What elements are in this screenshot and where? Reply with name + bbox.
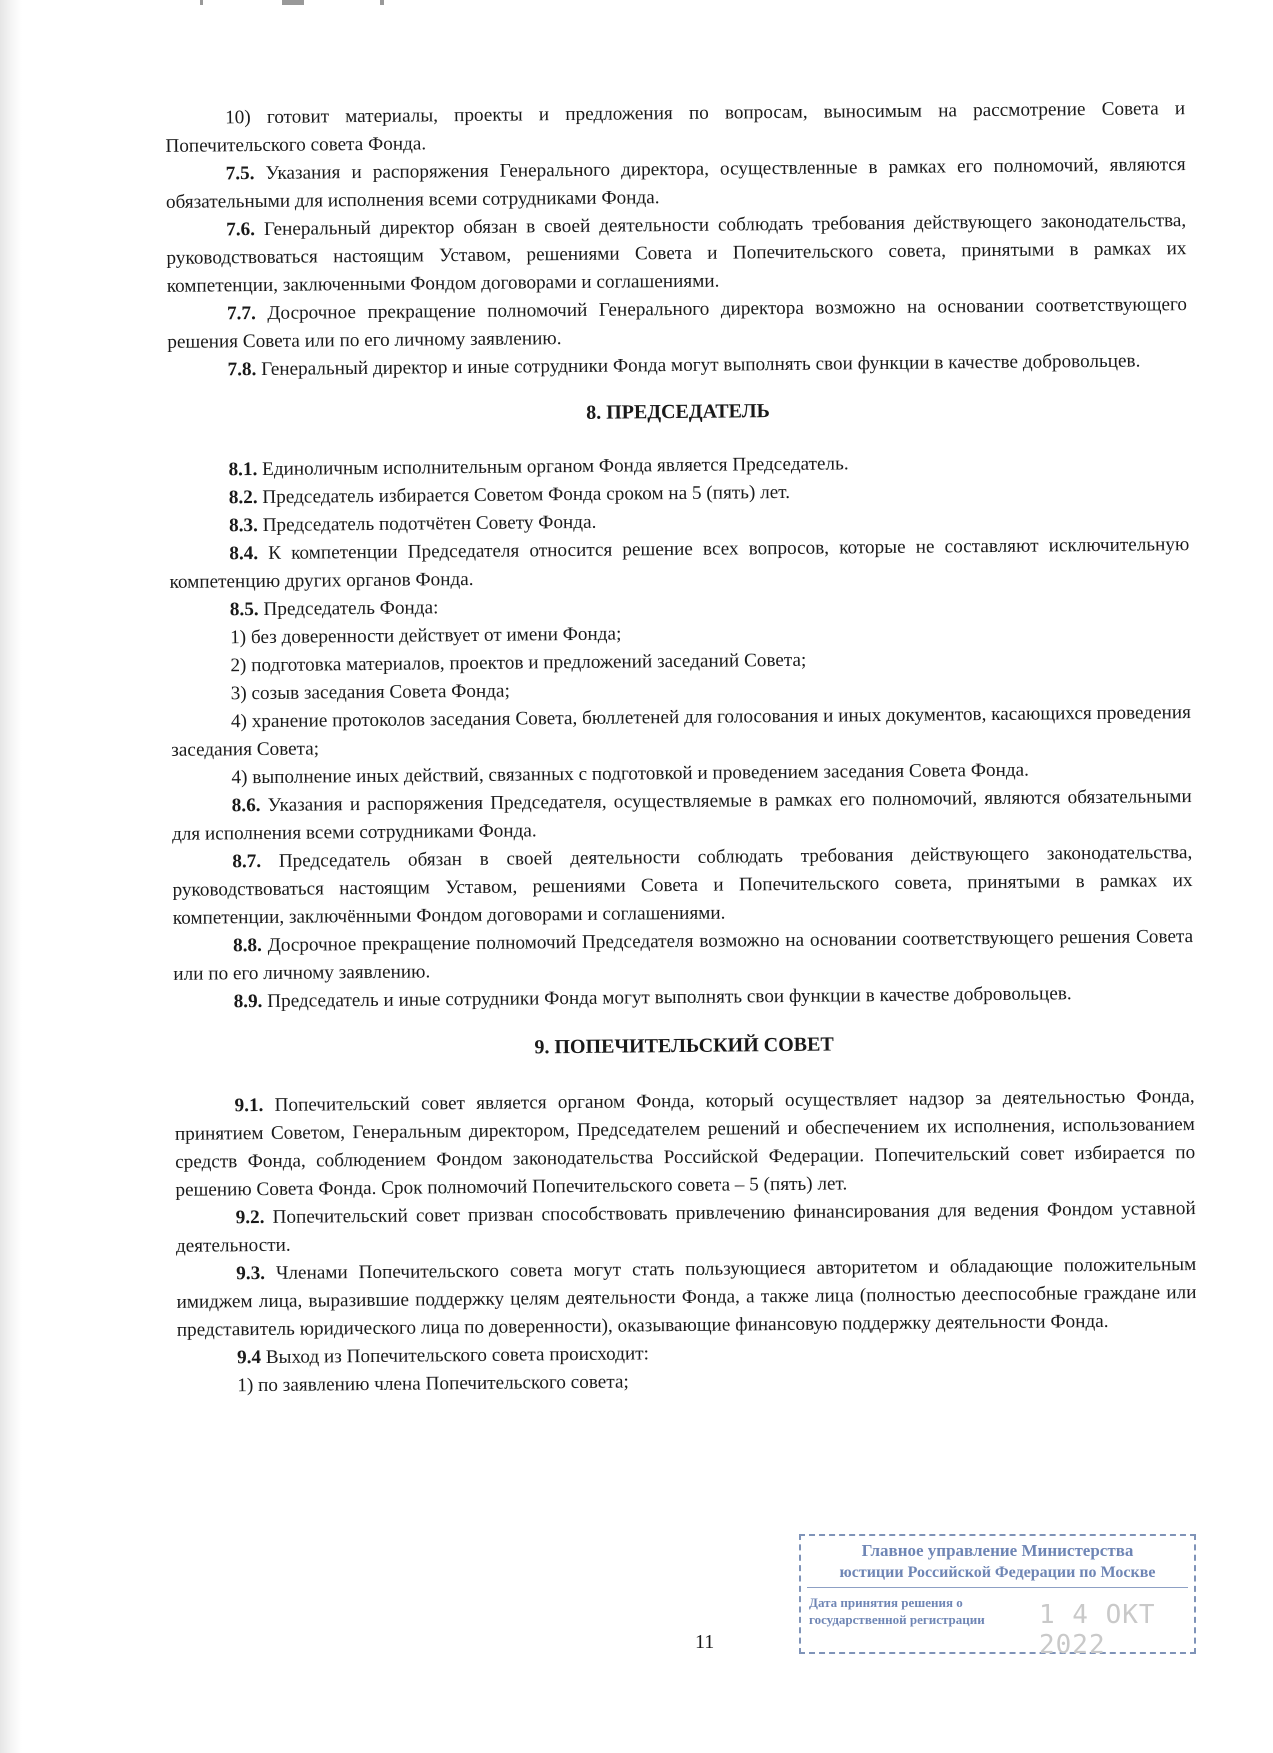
paragraph-text: готовит материалы, проекты и предложения по вопросам, выносимым на рассмотрение Совета и Попечительского совета Фонда. <box>165 98 1186 157</box>
paragraph-text: Указания и распоряжения Председателя, осуществляемые в рамках его полномочий, являются обязательными для исполнения всеми сотрудниками Фонда. <box>171 786 1192 845</box>
paragraph-8-7 <box>172 839 1193 933</box>
clause-number: 7.7. <box>226 303 256 325</box>
paragraph-text: Выход из Попечительского совета происходит: <box>260 1343 650 1369</box>
clause-number: 9.1. <box>234 1094 264 1117</box>
paragraph-text: Попечительский совет призван способствовать привлечению финансирования для ведения Фондом уставной деятельности. <box>175 1198 1196 1257</box>
paragraph-text: Указания и распоряжения Генерального директора, осуществленные в рамках его полномочий, являются обязательными для исполнения всеми сотрудниками Фонда. <box>165 154 1186 213</box>
stamp-authority-line2: юстиции Российской Федерации по Москве <box>839 1564 1156 1581</box>
paragraph-text: Досрочное прекращение полномочий Председателя возможно на основании соответствующего решения Совета или по его личному заявлению. <box>173 926 1194 985</box>
paragraph-7-7 <box>167 291 1187 357</box>
paragraph-text: Досрочное прекращение полномочий Генерального директора возможно на основании соответствующего решения Совета или по его личному заявлению. <box>167 294 1188 353</box>
clause-number: 9.3. <box>236 1262 266 1285</box>
paragraph-text: Членами Попечительского совета могут стать пользующиеся авторитетом и обладающие положительным имиджем лица, выразившие поддержку целям деятельности Фонда, а также лица (полностью дееспособные граждане или представитель юридического лица по доверенности), оказывающие финансовую поддержку деятельности Фонда. <box>176 1254 1197 1341</box>
paragraph-8-6 <box>172 783 1192 849</box>
paragraph-7-10 <box>165 95 1185 161</box>
paragraph-text: Председатель и иные сотрудники Фонда могут выполнять свои функции в качестве добровольцев. <box>262 983 1072 1013</box>
paragraph-text: К компетенции Председателя относится решение всех вопросов, которые не составляют исключительную компетенцию других органов Фонда. <box>169 534 1190 593</box>
stamp-date-label: Дата принятия решения о государственной регистрации <box>809 1595 985 1627</box>
list-item: 4) хранение протоколов заседания Совета, бюллетеней для голосования и иных документов, касающихся проведения заседания Совета; <box>171 702 1192 761</box>
clause-number: 9.2. <box>235 1206 265 1229</box>
scan-edge-shadow <box>0 0 22 1753</box>
paragraph-text: Единоличным исполнительным органом Фонда является Председатель. <box>257 453 849 481</box>
clause-number: 8.8. <box>232 935 262 957</box>
clause-number: 7.6. <box>226 219 256 241</box>
clause-number: 8.2. <box>228 487 258 509</box>
clause-number: 9.4 <box>236 1347 262 1369</box>
clause-number: 7.5. <box>225 163 255 185</box>
paragraph-9-3 <box>176 1251 1197 1345</box>
list-item: 1) без доверенности действует от имени Фонда; <box>230 623 622 649</box>
list-item: 1) по заявлению члена Попечительского совета; <box>237 1371 629 1397</box>
paragraph-text: Председатель Фонда: <box>258 597 439 621</box>
document-page <box>165 95 1200 1665</box>
clause-number: 8.1. <box>228 459 258 481</box>
stamp-date: 1 4 ОКТ 2022 <box>1039 1600 1156 1660</box>
paragraph-9-2 <box>176 1195 1196 1261</box>
paragraph-text: Председатель избирается Советом Фонда сроком на 5 (пять) лет. <box>257 481 791 509</box>
clause-number: 8.9. <box>233 991 263 1013</box>
paragraph-7-5 <box>166 151 1186 217</box>
paragraph-8-8 <box>173 923 1193 989</box>
paragraph-8-4 <box>169 531 1189 597</box>
page-number: 11 <box>695 1631 715 1653</box>
paragraph-text: Генеральный директор обязан в своей деятельности соблюдать требования действующего законодательства, руководствоваться настоящим Уставом, решениями Совета и Попечительского совета, принятыми в рамках их компетенции, заключенными Фондом договорами и соглашениями. <box>166 210 1187 297</box>
item-number: 10) <box>225 107 251 129</box>
clause-number: 7.8. <box>227 359 257 381</box>
clause-number: 8.3. <box>228 515 258 537</box>
list-item: 3) созыв заседания Совета Фонда; <box>230 680 510 705</box>
section-heading-board-of-trustees: 9. ПОПЕЧИТЕЛЬСКИЙ СОВЕТ <box>534 1033 834 1059</box>
clause-number: 8.4. <box>229 543 259 565</box>
section-heading-chairman: 8. ПРЕДСЕДАТЕЛЬ <box>586 400 770 424</box>
paragraph-9-1 <box>175 1083 1196 1205</box>
registration-stamp <box>799 1534 1196 1660</box>
paragraph-text: Председатель подотчётен Совету Фонда. <box>257 511 597 537</box>
paragraph-text: Председатель обязан в своей деятельности соблюдать требования действующего законодательства, руководствоваться настоящим Уставом, решениями Совета и Попечительского совета, принятыми в рамках их компетенции, заключёнными Фондом договорами и соглашениями. <box>172 842 1193 929</box>
list-item: 4) выполнение иных действий, связанных с подготовкой и проведением заседания Совета Фонда. <box>231 759 1029 789</box>
scan-top-marks <box>200 0 620 6</box>
clause-number: 8.7. <box>232 851 262 873</box>
stamp-divider <box>807 1587 1188 1588</box>
stamp-authority-line1: Главное управление Министерства <box>861 1541 1134 1560</box>
paragraph-text: Генеральный директор и иные сотрудники Фонда могут выполнять свои функции в качестве добровольцев. <box>256 350 1141 381</box>
list-item: 2) подготовка материалов, проектов и предложений заседаний Совета; <box>230 649 807 677</box>
paragraph-7-6 <box>166 207 1187 301</box>
paragraph-text: Попечительский совет является органом Фонда, который осуществляет надзор за деятельностью Фонда, принятием Советом, Генеральным директором, Председателем решений и обеспечением их исполнения, использованием средств Фонда, соблюдением Фондом законодательства Российской Федерации. Попечительский совет избирается по решению Совета Фонда. Срок полномочий Попечительского совета – 5 (пять) лет. <box>174 1086 1196 1201</box>
clause-number: 8.5. <box>229 599 259 621</box>
clause-number: 8.6. <box>231 795 261 817</box>
